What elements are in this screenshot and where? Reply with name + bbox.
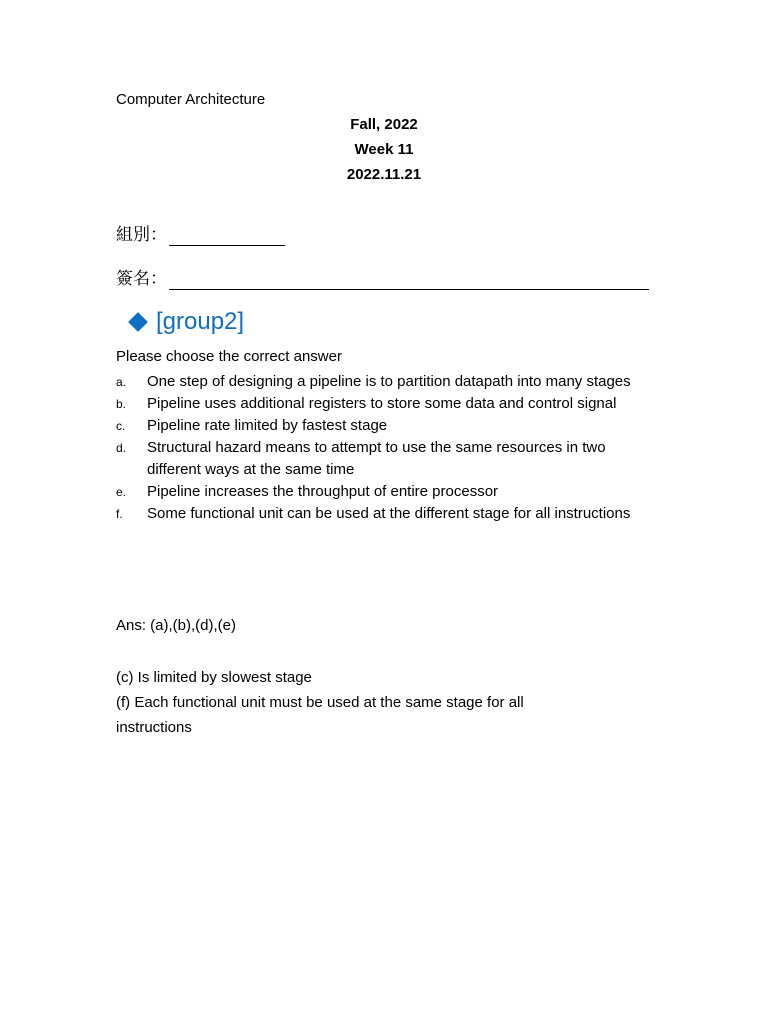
option-text: Pipeline increases the throughput of entire processor [147, 483, 499, 500]
signature-field [116, 268, 649, 290]
week: Week 11 [354, 141, 414, 158]
group-blank-line [169, 225, 285, 246]
option-text: Some functional unit can be used at the different stage for all instructions [147, 505, 631, 522]
signature-label: 簽名： [116, 269, 167, 288]
list-item [116, 503, 646, 525]
option-marker: a. [116, 375, 127, 389]
explanation-c: (c) Is limited by slowest stage [116, 669, 312, 686]
section-title: [group2] [156, 308, 245, 335]
option-marker: b. [116, 397, 127, 411]
option-list [116, 371, 646, 525]
explanations [116, 665, 586, 740]
question-prompt: Please choose the correct answer [116, 348, 342, 365]
signature-blank-line [169, 269, 649, 290]
diamond-bullet-icon [128, 312, 148, 332]
option-marker: c. [116, 419, 126, 433]
section-heading [128, 306, 244, 338]
course-title: Computer Architecture [116, 91, 266, 108]
answer-line: Ans: (a),(b),(d),(e) [116, 617, 237, 634]
list-item [116, 371, 646, 393]
option-text: Pipeline uses additional registers to store some data and control signal [147, 395, 617, 412]
group-label: 組別： [116, 225, 167, 244]
list-item [116, 481, 646, 503]
option-marker: d. [116, 441, 127, 455]
option-text: Pipeline rate limited by fastest stage [147, 417, 388, 434]
date: 2022.11.21 [346, 166, 422, 183]
term: Fall, 2022 [350, 116, 418, 133]
list-item [116, 393, 646, 415]
option-marker: f. [116, 507, 123, 521]
option-text: Structural hazard means to attempt to use the same resources in two different ways at the same time [147, 439, 606, 478]
option-text: One step of designing a pipeline is to partition datapath into many stages [147, 373, 631, 390]
group-field [116, 224, 285, 246]
option-marker: e. [116, 485, 127, 499]
list-item [116, 415, 646, 437]
explanation-f: (f) Each functional unit must be used at the same stage for all instructions [116, 694, 524, 736]
list-item [116, 437, 646, 481]
